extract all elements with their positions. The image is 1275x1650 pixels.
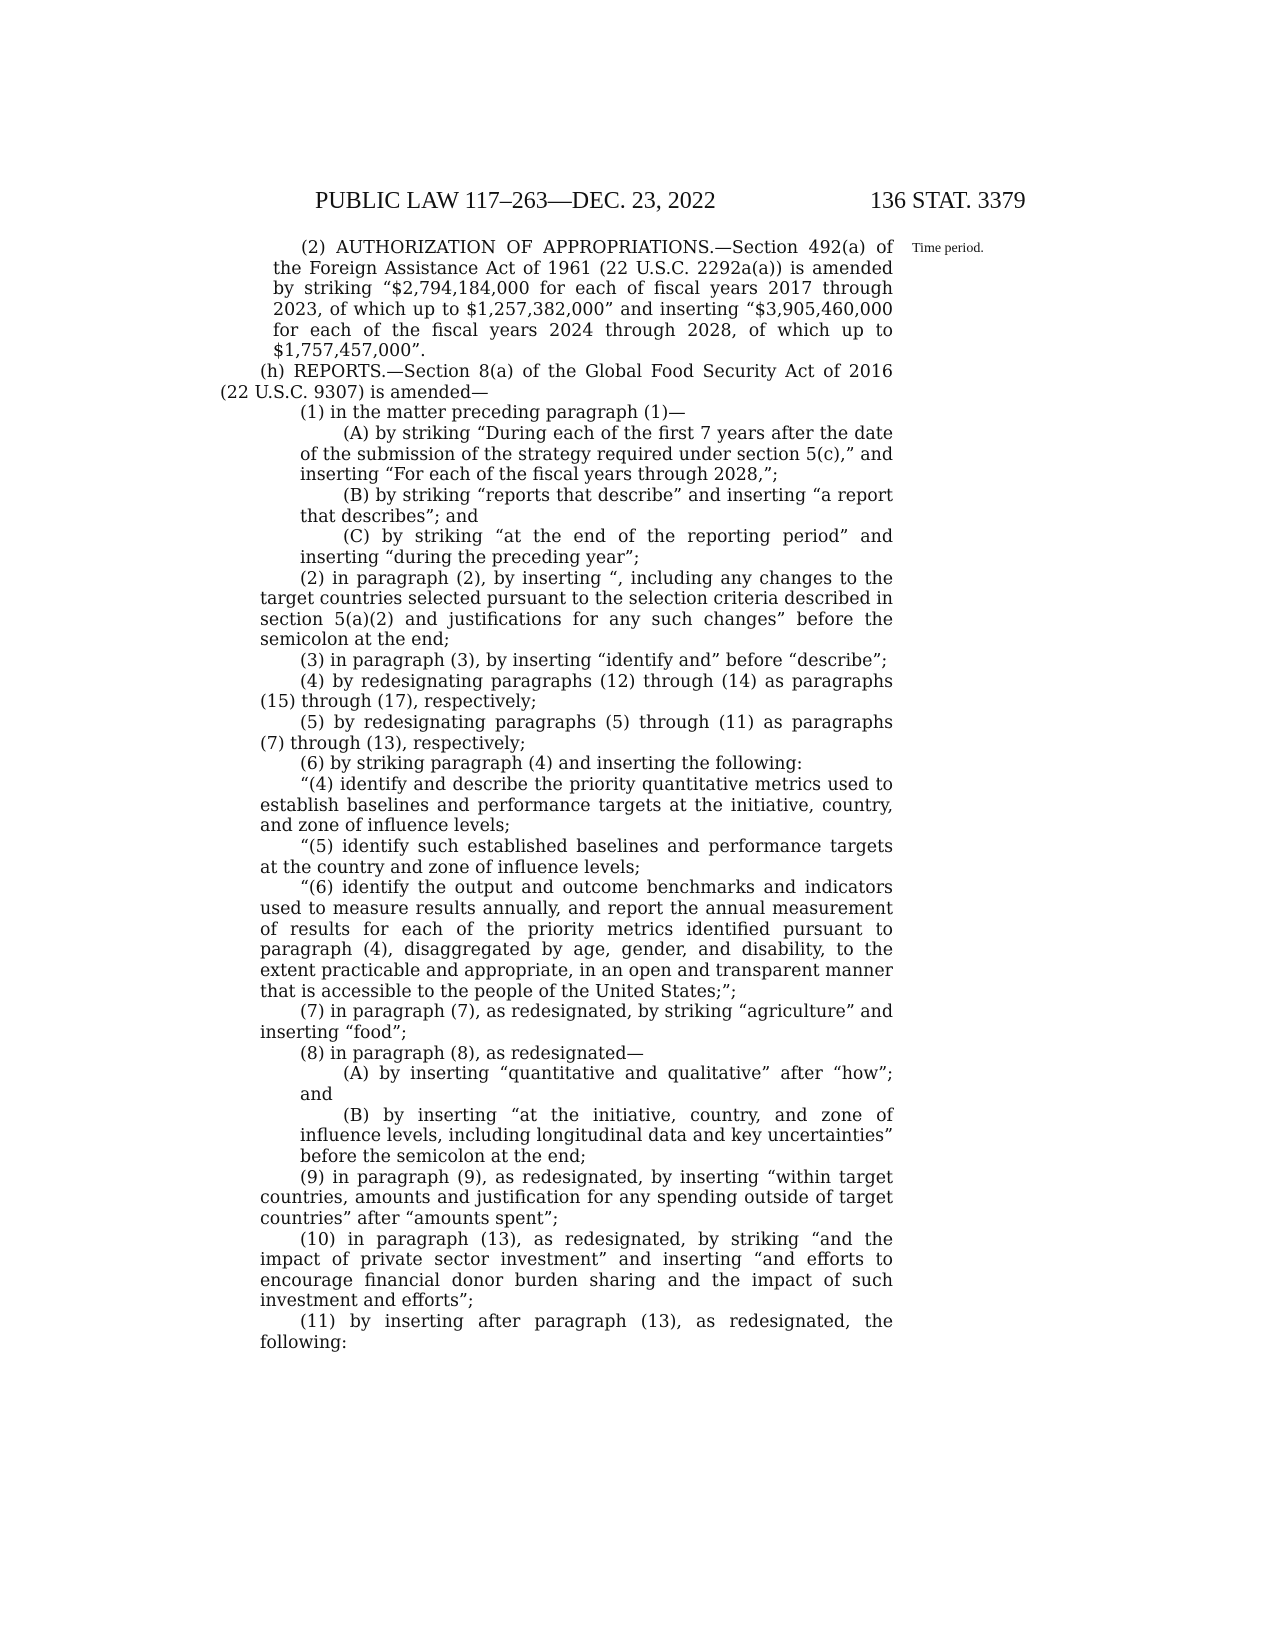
paragraph-h7: (7) in paragraph (7), as redesignated, by striking “agriculture” and inserting “food”;: [260, 1002, 893, 1043]
paragraph-h3: (3) in paragraph (3), by inserting “identify and” before “describe”;: [300, 651, 888, 672]
page-header: [0, 182, 1275, 222]
paragraph-h5: (5) by redesignating paragraphs (5) through (11) as paragraphs (7) through (13), respectively;: [260, 713, 893, 754]
paragraph-h9: (9) in paragraph (9), as redesignated, by inserting “within target countries, amounts and justification for any spending outside of target countries” after “amounts spent”;: [260, 1167, 893, 1229]
paragraph-g2: (2) AUTHORIZATION OF APPROPRIATIONS.—Section 492(a) of the Foreign Assistance Act of 1961 (22 U.S.C. 2292a(a)) is amended by striking “$2,794,184,000 for each of fiscal years 2017 through 2023, of which up to $1,257,382,000” and inserting “$3,905,460,000 for each of the fiscal years 2024 through 2028, of which up to $1,757,457,000”.: [273, 238, 893, 362]
paragraph-h1c: (C) by striking “at the end of the reporting period” and inserting “during the preceding year”;: [300, 527, 893, 568]
paragraph-h8: (8) in paragraph (8), as redesignated—: [300, 1043, 644, 1064]
paragraph-h1a: (A) by striking “During each of the first 7 years after the date of the submission of the strategy required under section 5(c),” and inserting “For each of the fiscal years through 2028,”;: [300, 423, 893, 486]
paragraph-h1b: (B) by striking “reports that describe” and inserting “a report that describes”; and: [300, 485, 893, 527]
paragraph-h4: (4) by redesignating paragraphs (12) through (14) as paragraphs (15) through (17), respectively;: [260, 671, 893, 713]
header-title: PUBLIC LAW 117–263—DEC. 23, 2022: [315, 188, 716, 214]
paragraph-h1: (1) in the matter preceding paragraph (1)—: [300, 403, 686, 424]
paragraph-h8b: (B) by inserting “at the initiative, country, and zone of influence levels, including longitudinal data and key uncertainties” before the semicolon at the end;: [300, 1105, 893, 1167]
quoted-paragraph-6: “(6) identify the output and outcome benchmarks and indicators used to measure results annually, and report the annual measurement of results for each of the priority metrics identified pursuant to paragraph (4), disaggregated by age, gender, and disability, to the extent practicable and appropriate, in an open and transparent manner that is accessible to the people of the United States;”;: [260, 878, 893, 1002]
margin-note: Time period.: [912, 241, 984, 256]
paragraph-h10: (10) in paragraph (13), as redesignated, by striking “and the impact of private sector investment” and inserting “and efforts to encourage financial donor burden sharing and the impact of such investment and efforts”;: [260, 1229, 893, 1312]
paragraph-h6: (6) by striking paragraph (4) and inserting the following:: [300, 754, 803, 775]
quoted-paragraph-5: “(5) identify such established baselines and performance targets at the country and zone of influence levels;: [260, 837, 893, 878]
quoted-paragraph-4: “(4) identify and describe the priority quantitative metrics used to establish baselines and performance targets at the initiative, country, and zone of influence levels;: [260, 775, 893, 837]
document-body: [220, 238, 893, 1353]
paragraph-h: (h) REPORTS.—Section 8(a) of the Global Food Security Act of 2016 (22 U.S.C. 9307) is amended—: [220, 361, 893, 403]
paragraph-h8a: (A) by inserting “quantitative and qualitative” after “how”; and: [300, 1064, 893, 1105]
header-stat-page: 136 STAT. 3379: [870, 188, 1026, 214]
paragraph-h11: (11) by inserting after paragraph (13), as redesignated, the following:: [260, 1312, 893, 1353]
paragraph-h2: (2) in paragraph (2), by inserting “, including any changes to the target countries selected pursuant to the selection criteria described in section 5(a)(2) and justifications for any such changes” before the semicolon at the end;: [260, 568, 893, 651]
